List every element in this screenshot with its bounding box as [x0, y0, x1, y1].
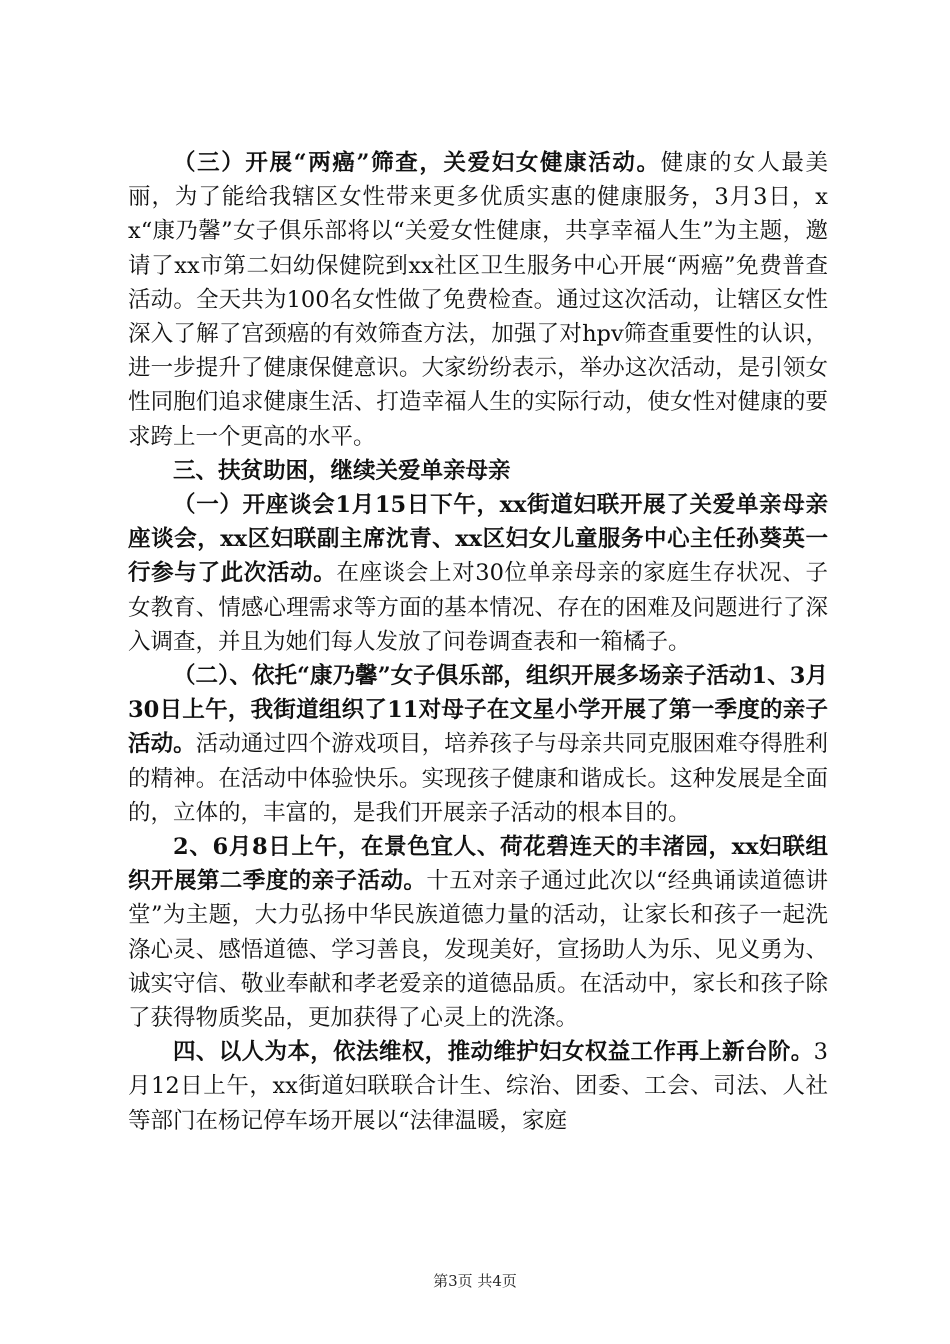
page-footer — [0, 1270, 950, 1291]
section-heading-4-text: 四、以人为本，依法维权，推动维护妇女权益工作再上新台阶。 — [173, 1039, 814, 1066]
paragraph-4-heading: 2、6月8日上午，在景色宜人、荷花碧连天的丰渚园，xx妇联组织开展第二季度的亲子活动。 — [128, 834, 828, 895]
paragraph-1 — [128, 146, 828, 454]
section-heading-4-body: 3月12日上午，xx街道妇联联合计生、综治、团委、工会、司法、人社等部门在杨记停车场开展以“法律温暖，家庭 — [128, 1039, 828, 1134]
section-heading-3 — [128, 454, 828, 488]
page-number-label: 第3页 共4页 — [433, 1272, 517, 1290]
section-heading-3-text: 三、扶贫助困，继续关爱单亲母亲 — [173, 457, 511, 484]
paragraph-2-heading: （一）开座谈会1月15日下午，xx街道妇联开展了关爱单亲母亲座谈会，xx区妇联副主席沈青、xx区妇女儿童服务中心主任孙葵英一行参与了此次活动。 — [128, 492, 828, 587]
document-body — [128, 146, 828, 1138]
paragraph-2-text: 在座谈会上对30位单亲母亲的家庭生存状况、子女教育、情感心理需求等方面的基本情况、存在的困难及问题进行了深入调查，并且为她们每人发放了问卷调查表和一箱橘子。 — [128, 560, 828, 655]
section-heading-4 — [128, 1035, 828, 1138]
paragraph-3 — [128, 659, 828, 830]
paragraph-1-text: 健康的女人最美丽，为了能给我辖区女性带来更多优质实惠的健康服务，3月3日，xx“康乃馨”女子俱乐部将以“关爱女性健康，共享幸福人生”为主题，邀请了xx市第二妇幼保健院到xx社区卫生服务中心开展“两癌”免费普查活动。全天共为100名女性做了免费检查。通过这次活动，让辖区女性深入了解了宫颈癌的有效筛查方法，加强了对hpv筛查重要性的认识，进一步提升了健康保健意识。大家纷纷表示，举办这次活动，是引领女性同胞们追求健康生活、打造幸福人生的实际行动，使女性对健康的要求跨上一个更高的水平。 — [128, 150, 828, 450]
paragraph-1-heading: （三）开展“两癌”筛查，关爱妇女健康活动。 — [173, 150, 661, 176]
paragraph-3-heading: （二）、依托“康乃馨”女子俱乐部，组织开展多场亲子活动1、3月30日上午，我街道组织了11对母子在文星小学开展了第一季度的亲子活动。 — [128, 663, 828, 758]
paragraph-4-text: 十五对亲子通过此次以“经典诵读道德讲堂”为主题，大力弘扬中华民族道德力量的活动，让家长和孩子一起洗涤心灵、感悟道德、学习善良，发现美好，宣扬助人为乐、见义勇为、诚实守信、敬业奉献和孝老爱亲的道德品质。在活动中，家长和孩子除了获得物质奖品，更加获得了心灵上的洗涤。 — [128, 868, 828, 1032]
paragraph-3-text: 活动通过四个游戏项目，培养孩子与母亲共同克服困难夺得胜利的精神。在活动中体验快乐。实现孩子健康和谐成长。这种发展是全面的，立体的，丰富的，是我们开展亲子活动的根本目的。 — [128, 731, 828, 826]
paragraph-4 — [128, 830, 828, 1035]
paragraph-2 — [128, 488, 828, 659]
